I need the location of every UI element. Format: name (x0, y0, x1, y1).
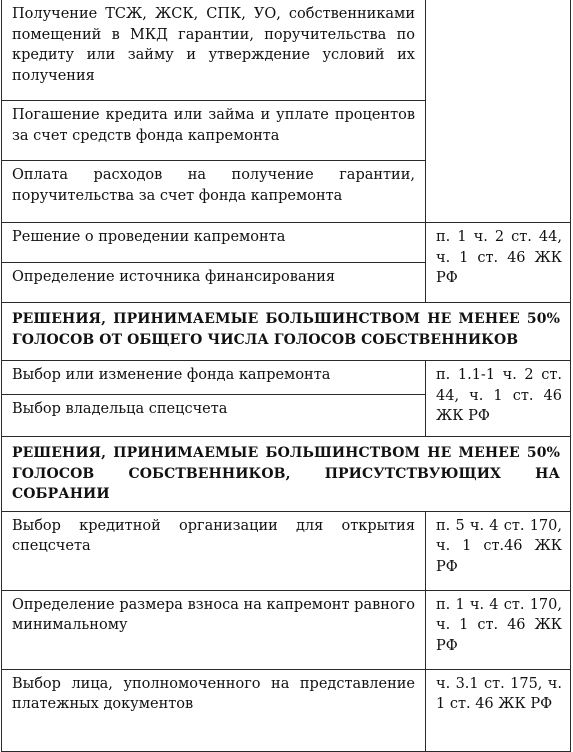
decision-cell (2, 263, 426, 303)
decision-cell (2, 101, 426, 161)
decision-text: Получение ТСЖ, ЖСК, СПК, УО, собственниками помещений в МКД гарантии, поручительства по кредиту или займу и утверждение условий их получения (12, 6, 415, 84)
table-row (2, 669, 571, 751)
legal-reference-text: ч. 3.1 ст. 175, ч. 1 ст. 46 ЖК РФ (436, 675, 562, 712)
decision-text: Выбор или изменение фонда капремонта (12, 367, 331, 383)
decision-text: Выбор лица, уполномоченного на представление платежных документов (12, 675, 415, 712)
decision-cell (2, 0, 426, 101)
decision-text: Решение о проведении капремонта (12, 229, 286, 245)
decision-text: Определение размера взноса на капремонт равного минимальному (12, 596, 415, 633)
section-header-row (2, 437, 571, 512)
section-header (2, 303, 571, 361)
decision-text: Оплата расходов на получение гарантии, поручительства за счет фонда капремонта (12, 167, 415, 204)
table-row (2, 361, 571, 395)
legal-reference-cell (426, 669, 571, 751)
legal-reference-text: п. 1 ч. 2 ст. 44, ч. 1 ст. 46 ЖК РФ (436, 229, 562, 286)
legal-reference-cell (426, 511, 571, 590)
decision-text: Выбор владельца спецсчета (12, 401, 228, 417)
section-header-row (2, 303, 571, 361)
table-row (2, 223, 571, 263)
decision-text: Определение источника финансирования (12, 269, 336, 285)
legal-reference-text: п. 1 ч. 4 ст. 170, ч. 1 ст. 46 ЖК РФ (436, 596, 562, 654)
table-row (2, 511, 571, 590)
legal-reference-cell (426, 0, 571, 223)
decision-cell (2, 395, 426, 437)
legal-reference-cell (426, 223, 571, 303)
section-header-text: РЕШЕНИЯ, ПРИНИМАЕМЫЕ БОЛЬШИНСТВОМ НЕ МЕНЕЕ 50% ГОЛОСОВ СОБСТВЕННИКОВ, ПРИСУТСТВУЮЩИХ НА СОБРАНИИ (12, 445, 560, 502)
legal-decisions-table (1, 0, 571, 752)
legal-reference-text: п. 1.1-1 ч. 2 ст. 44, ч. 1 ст. 46 ЖК РФ (436, 367, 562, 424)
decision-cell (2, 669, 426, 751)
section-header-text: РЕШЕНИЯ, ПРИНИМАЕМЫЕ БОЛЬШИНСТВОМ НЕ МЕНЕЕ 50% ГОЛОСОВ ОТ ОБЩЕГО ЧИСЛА ГОЛОСОВ СОБСТВЕННИКОВ (12, 311, 560, 348)
legal-reference-text: п. 5 ч. 4 ст. 170, ч. 1 ст.46 ЖК РФ (436, 517, 562, 575)
decision-text: Выбор кредитной организации для открытия спецсчета (12, 517, 415, 554)
decision-cell (2, 223, 426, 263)
decision-cell (2, 161, 426, 223)
decision-cell (2, 590, 426, 669)
table-row (2, 590, 571, 669)
decision-cell (2, 361, 426, 395)
decision-text: Погашение кредита или займа и уплате процентов за счет средств фонда капремонта (12, 107, 415, 144)
legal-reference-cell (426, 590, 571, 669)
table-row (2, 0, 571, 101)
legal-reference-cell (426, 361, 571, 437)
section-header (2, 437, 571, 512)
decision-cell (2, 511, 426, 590)
